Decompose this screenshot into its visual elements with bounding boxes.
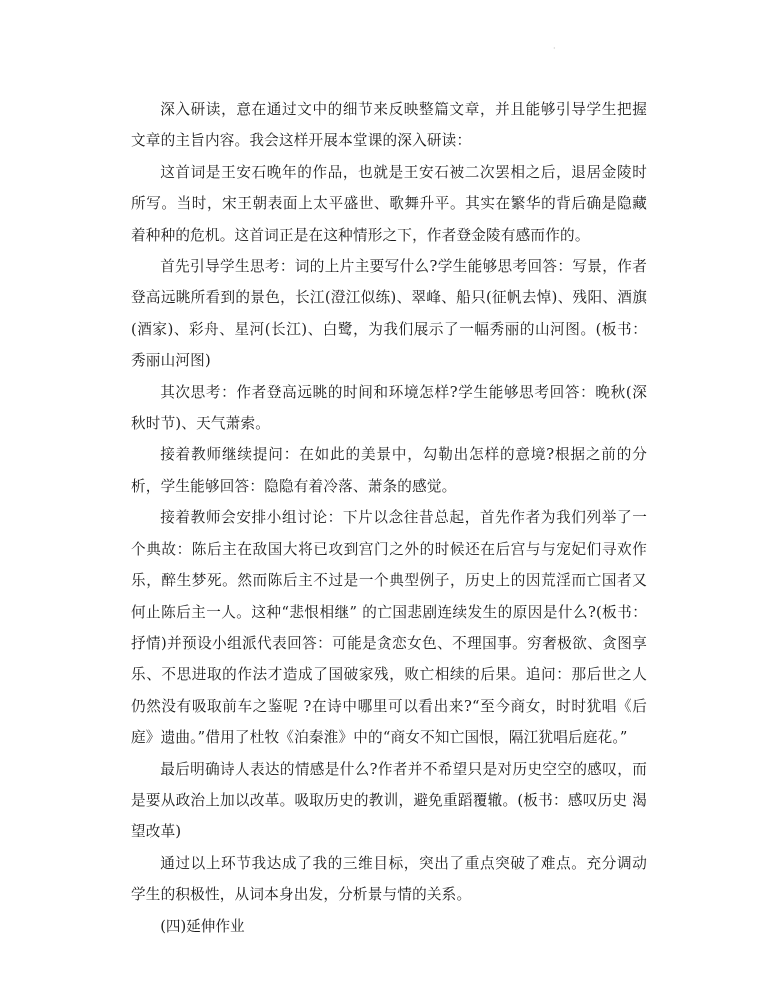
section-heading: (四)延伸作业 (160, 917, 245, 935)
paragraph-third-question: 接着教师继续提问：在如此的美景中，勾勒出怎样的意境?根据之前的分析，学生能够回答：隐隐有着冷落、萧条的感觉。 (131, 446, 647, 495)
paragraph-first-question: 首先引导学生思考：词的上片主要写什么?学生能够思考回答：写景，作者登高远眺所看到的景色，长江(澄江似练)、翠峰、船只(征帆去悼)、残阳、酒旗(酒家)、彩舟、星河(长江)、白鹭，为我们展示了一幅秀丽的山河图。(板书：秀丽山河图) (131, 258, 647, 370)
document-body (131, 94, 647, 942)
paragraph-background: 这首词是王安石晚年的作品，也就是王安石被二次罢相之后，退居金陵时所写。当时，宋王朝表面上太平盛世、歌舞升平。其实在繁华的背后确是隐藏着种种的危机。这首词正是在这种情形之下，作者登金陵有感而作的。 (131, 163, 647, 244)
paragraph-second-question: 其次思考：作者登高远眺的时间和环境怎样?学生能够思考回答：晚秋(深秋时节)、天气萧索。 (131, 383, 647, 433)
paragraph-conclusion: 最后明确诗人表达的情感是什么?作者并不希望只是对历史空空的感叹，而是要从政治上加以改革。吸取历史的教训，避免重蹈覆辙。(板书：感叹历史 渴望改革) (131, 760, 647, 841)
paragraph-summary: 通过以上环节我达成了我的三维目标，突出了重点突破了难点。充分调动学生的积极性，从词本身出发，分析景与情的关系。 (131, 854, 647, 904)
page-corner-mark: · (553, 44, 556, 53)
paragraph-group-discussion: 接着教师会安排小组讨论：下片以念往昔总起，首先作者为我们列举了一个典故：陈后主在敌国大将已攻到宫门之外的时候还在后宫与与宠妃们寻欢作乐，醉生梦死。然而陈后主不过是一个典型例子，历史上的因荒淫而亡国者又何止陈后主一人。这种“悲恨相继” 的亡国悲剧连续发生的原因是什么?(板书：抒情)并预设小组派代表回答：可能是贪恋女色、不理国事。穷奢极欲、贪图享乐、不思进取的作法才造成了国破家残，败亡相续的后果。追问：那后世之人仍然没有吸取前车之鉴呢 ?在诗中哪里可以看出来?“至今商女，时时犹唱《后庭》遗曲。”借用了杜牧《泊秦淮》中的“商女不知亡国恨，隔江犹唱后庭花。” (131, 509, 647, 747)
paragraph-intro: 深入研读，意在通过文中的细节来反映整篇文章，并且能够引导学生把握文章的主旨内容。我会这样开展本堂课的深入研读： (131, 101, 647, 150)
